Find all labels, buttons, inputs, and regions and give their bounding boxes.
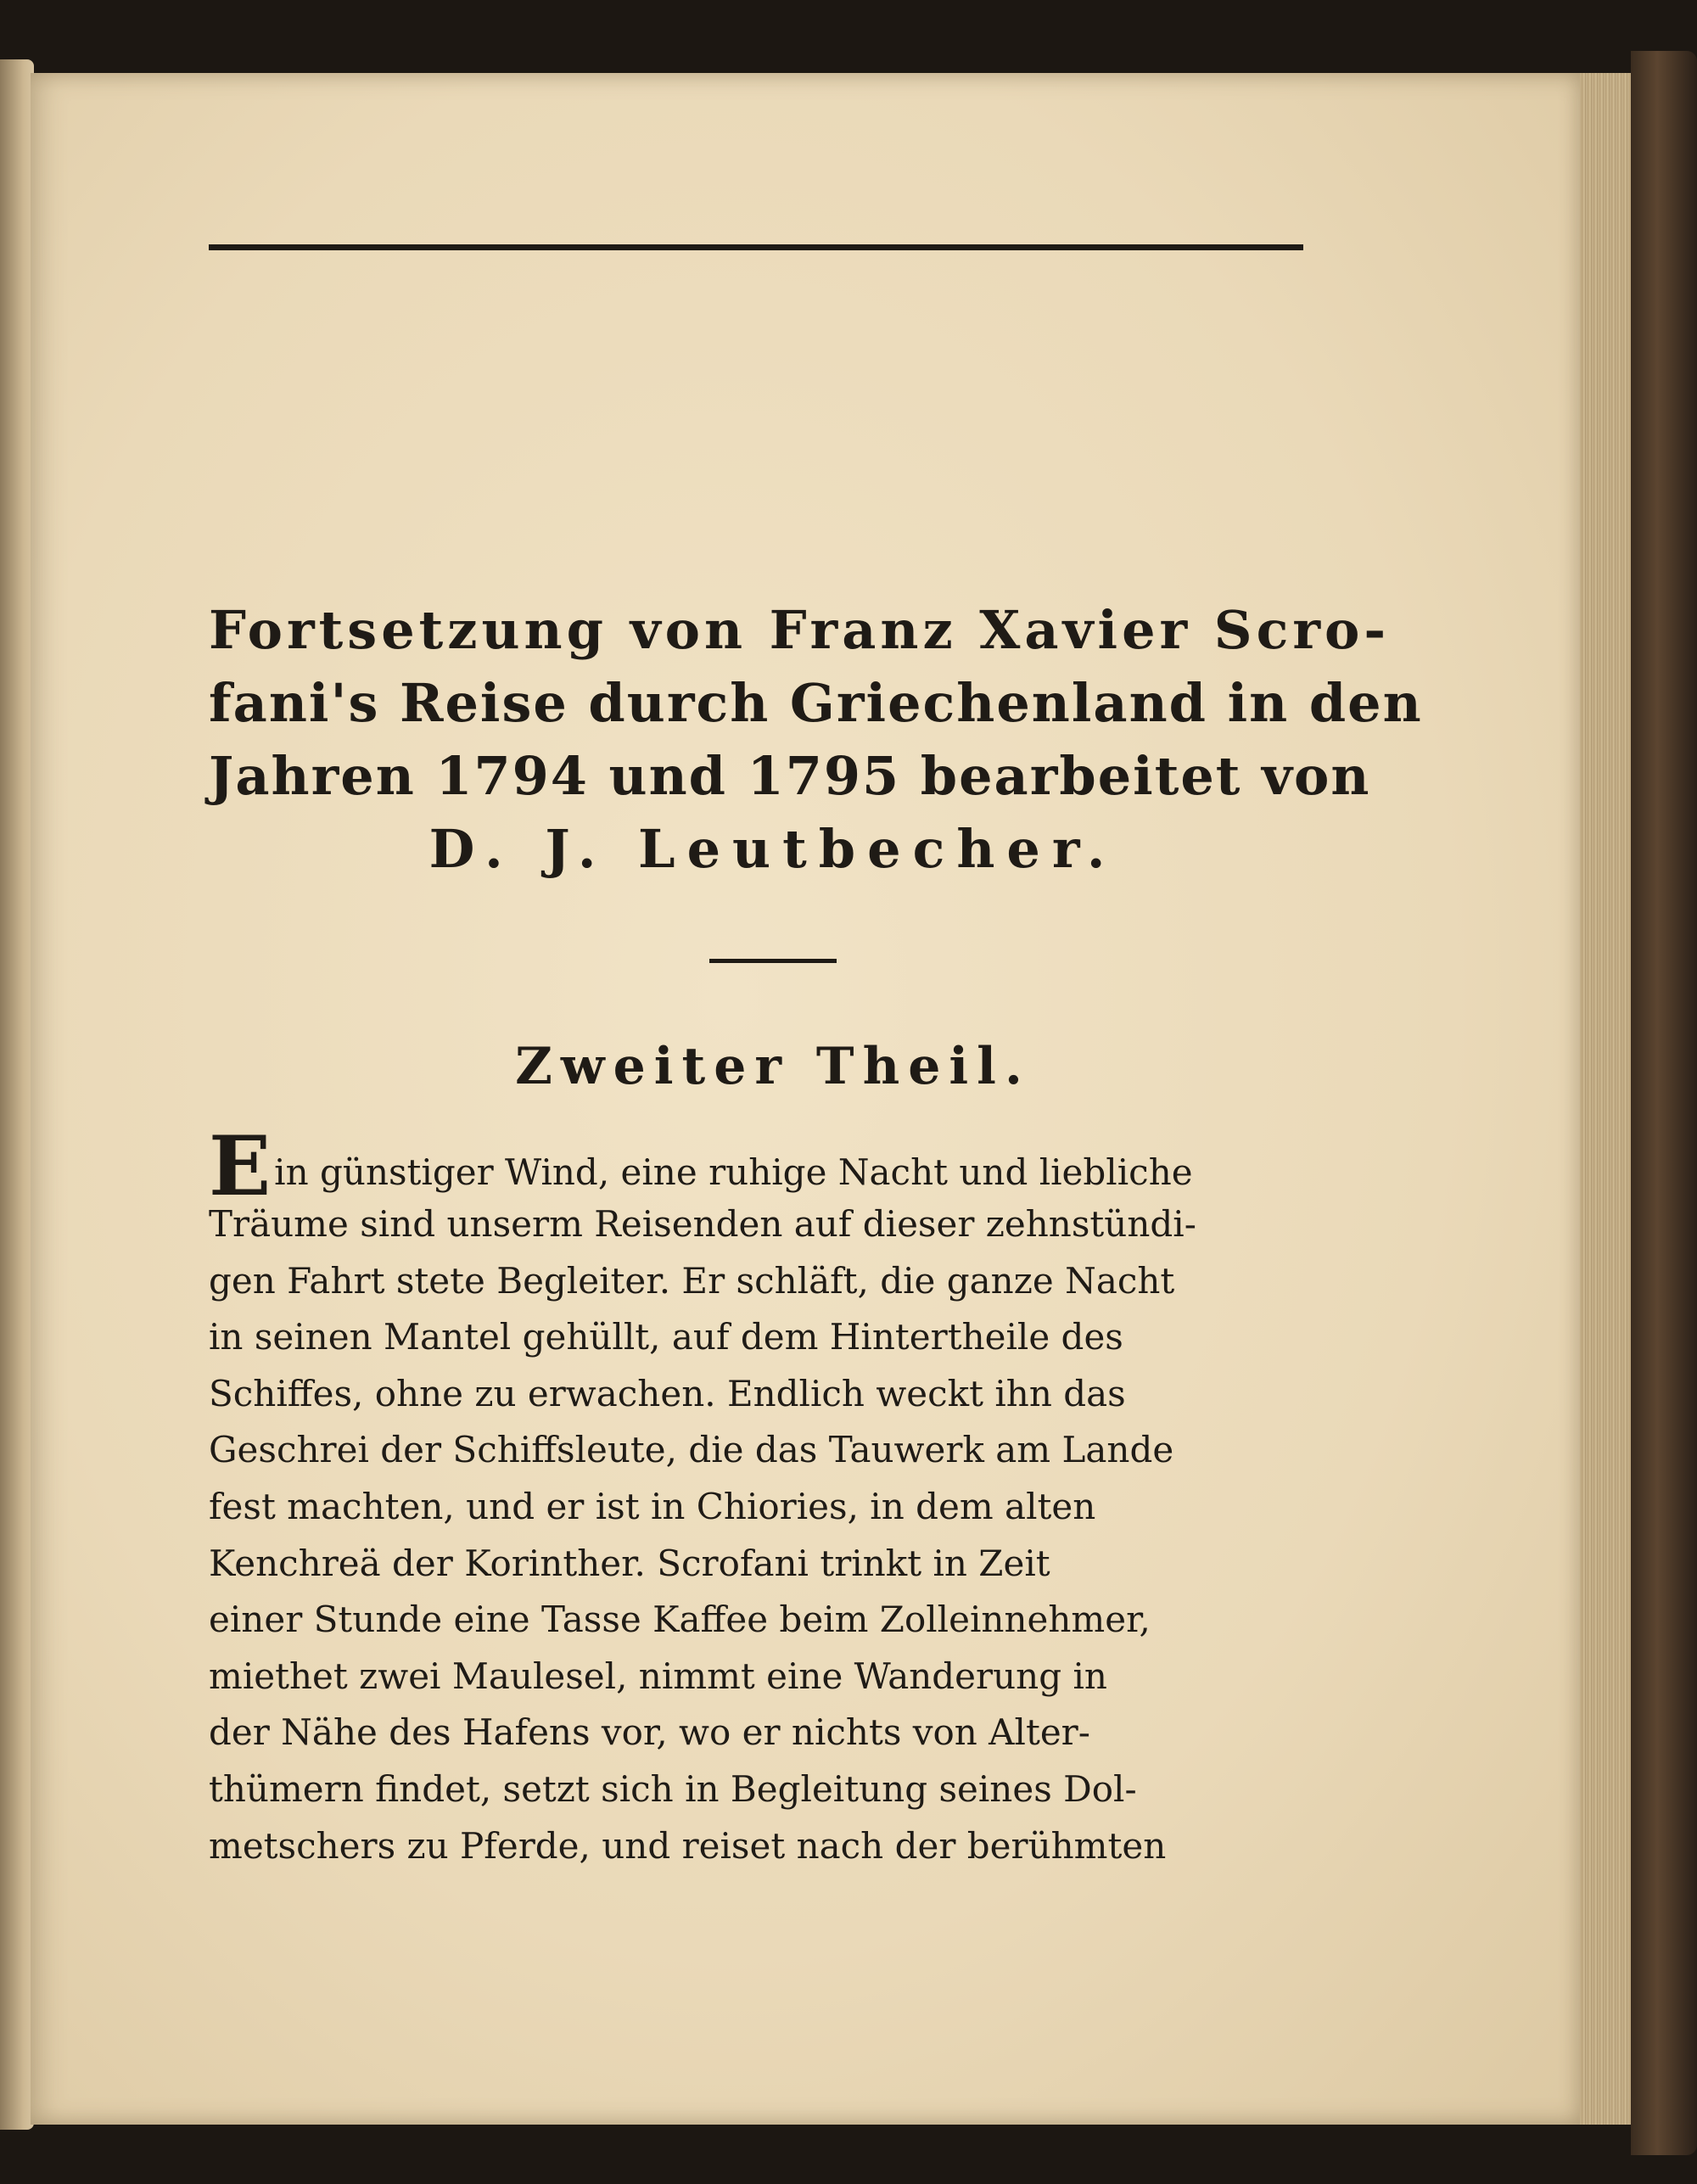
facing-page-edge (0, 59, 34, 2130)
body-line: einer Stunde eine Tasse Kaffee beim Zolleinnehmer, (209, 1599, 1151, 1641)
title-divider (709, 959, 837, 963)
first-line-text: in günstiger Wind, eine ruhige Nacht und liebliche (274, 1151, 1193, 1193)
body-text (209, 1118, 1337, 1874)
body-line: Träume sind unserm Reisenden auf dieser zehnstündi- (209, 1203, 1196, 1245)
body-line (209, 1118, 1337, 1214)
body-line: metschers zu Pferde, und reiset nach der berühmten (209, 1824, 1167, 1867)
body-line: in seinen Mantel gehüllt, auf dem Hintertheile des (209, 1316, 1123, 1358)
header-rule (209, 244, 1303, 250)
title-line: Fortsetzung von Franz Xavier Scro- (209, 599, 1391, 661)
body-line: gen Fahrt stete Begleiter. Er schläft, die ganze Nacht (209, 1259, 1175, 1302)
body-line: Schiffes, ohne zu erwachen. Endlich weckt ihn das (209, 1372, 1126, 1414)
page-block-edges (1580, 73, 1631, 2125)
body-line: Kenchreä der Korinther. Scrofani trinkt in Zeit (209, 1542, 1050, 1584)
chapter-title (209, 594, 1423, 886)
book-cover (1631, 51, 1697, 2155)
body-line: fest machten, und er ist in Chiories, in dem alten (209, 1485, 1096, 1527)
body-line: der Nähe des Hafens vor, wo er nichts von Alter- (209, 1711, 1090, 1754)
title-author-line: D. J. Leutbecher. (428, 818, 1117, 880)
title-line: Jahren 1794 und 1795 bearbeitet von (209, 745, 1371, 807)
title-line: fani's Reise durch Griechenland in den (209, 672, 1423, 734)
section-heading: Zweiter Theil. (515, 1037, 1031, 1096)
body-line: Geschrei der Schiffsleute, die das Tauwerk am Lande (209, 1429, 1174, 1471)
drop-initial: E (209, 1118, 272, 1214)
body-line: thümern findet, setzt sich in Begleitung seines Dol- (209, 1767, 1137, 1810)
body-line: miethet zwei Maulesel, nimmt eine Wanderung in (209, 1655, 1107, 1697)
